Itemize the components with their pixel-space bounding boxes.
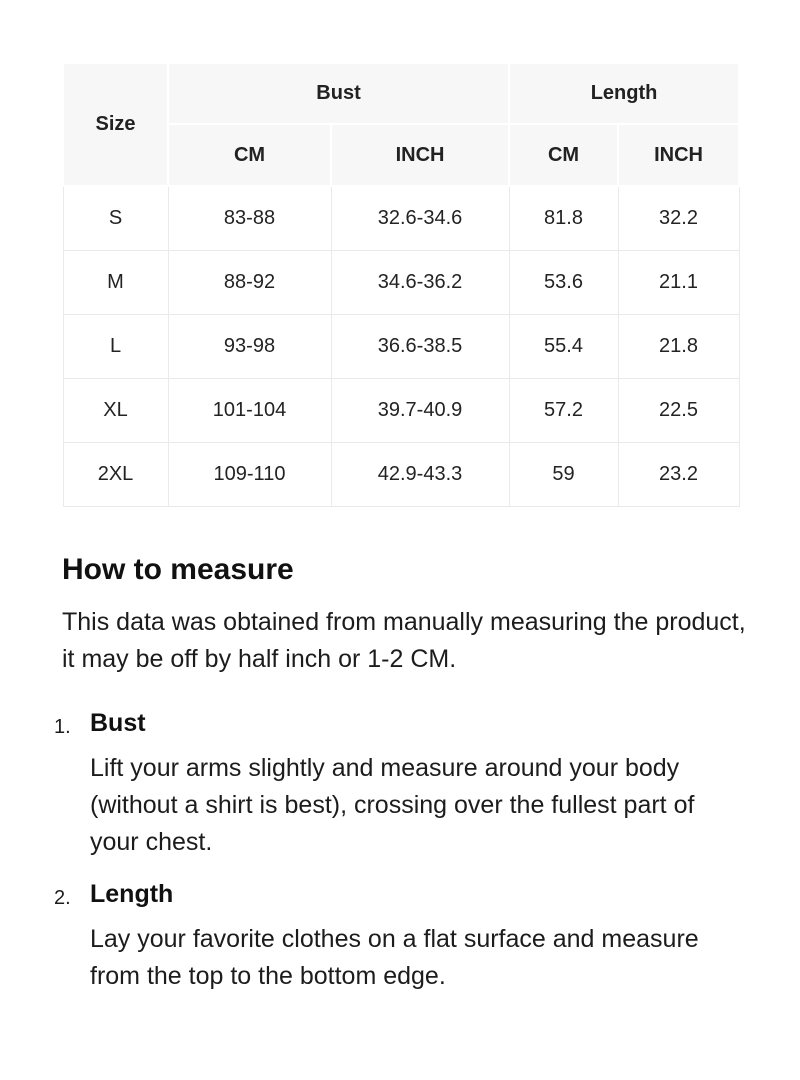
cell-bust-inch: 39.7-40.9 <box>331 378 509 442</box>
table-row <box>63 378 739 442</box>
table-row <box>63 314 739 378</box>
table-header-group-row <box>63 63 739 124</box>
size-chart-table <box>62 62 740 507</box>
table-row <box>63 186 739 250</box>
how-to-measure-title: How to measure <box>62 552 294 586</box>
step-title-bust: Bust <box>90 708 146 737</box>
cell-bust-cm: 101-104 <box>168 378 331 442</box>
step-description: Lift your arms slightly and measure around your body (without a shirt is best), crossing over the fullest part of your chest. <box>90 753 695 856</box>
step-number: 2. <box>54 886 71 909</box>
cell-bust-cm: 93-98 <box>168 314 331 378</box>
cell-size: 2XL <box>63 442 168 506</box>
column-header-bust-cm: CM <box>168 124 331 186</box>
cell-length-inch: 23.2 <box>618 442 739 506</box>
column-header-size: Size <box>63 63 168 186</box>
cell-size: L <box>63 314 168 378</box>
measure-intro-text: This data was obtained from manually measuring the product, it may be off by half inch or 1-2 CM. <box>62 607 746 673</box>
cell-length-cm: 81.8 <box>509 186 618 250</box>
cell-length-cm: 59 <box>509 442 618 506</box>
step-description: Lay your favorite clothes on a flat surface and measure from the top to the bottom edge. <box>90 924 699 990</box>
step-number: 1. <box>54 715 71 738</box>
cell-bust-inch: 36.6-38.5 <box>331 314 509 378</box>
column-group-bust: Bust <box>168 63 509 124</box>
cell-bust-inch: 34.6-36.2 <box>331 250 509 314</box>
cell-bust-inch: 42.9-43.3 <box>331 442 509 506</box>
cell-bust-inch: 32.6-34.6 <box>331 186 509 250</box>
cell-length-cm: 53.6 <box>509 250 618 314</box>
column-header-length-inch: INCH <box>618 124 739 186</box>
cell-length-inch: 21.1 <box>618 250 739 314</box>
cell-length-inch: 32.2 <box>618 186 739 250</box>
cell-length-cm: 55.4 <box>509 314 618 378</box>
cell-bust-cm: 109-110 <box>168 442 331 506</box>
cell-size: S <box>63 186 168 250</box>
cell-size: XL <box>63 378 168 442</box>
list-item <box>54 709 800 861</box>
table-row <box>63 442 739 506</box>
column-header-bust-inch: INCH <box>331 124 509 186</box>
step-body <box>90 880 712 995</box>
list-item <box>54 880 800 995</box>
cell-bust-cm: 88-92 <box>168 250 331 314</box>
cell-length-inch: 22.5 <box>618 378 739 442</box>
table-row <box>63 250 739 314</box>
step-body <box>90 709 712 861</box>
cell-length-inch: 21.8 <box>618 314 739 378</box>
measure-steps-list <box>54 709 800 995</box>
cell-bust-cm: 83-88 <box>168 186 331 250</box>
step-title-length: Length <box>90 879 174 908</box>
cell-length-cm: 57.2 <box>509 378 618 442</box>
column-header-length-cm: CM <box>509 124 618 186</box>
cell-size: M <box>63 250 168 314</box>
column-group-length: Length <box>509 63 739 124</box>
